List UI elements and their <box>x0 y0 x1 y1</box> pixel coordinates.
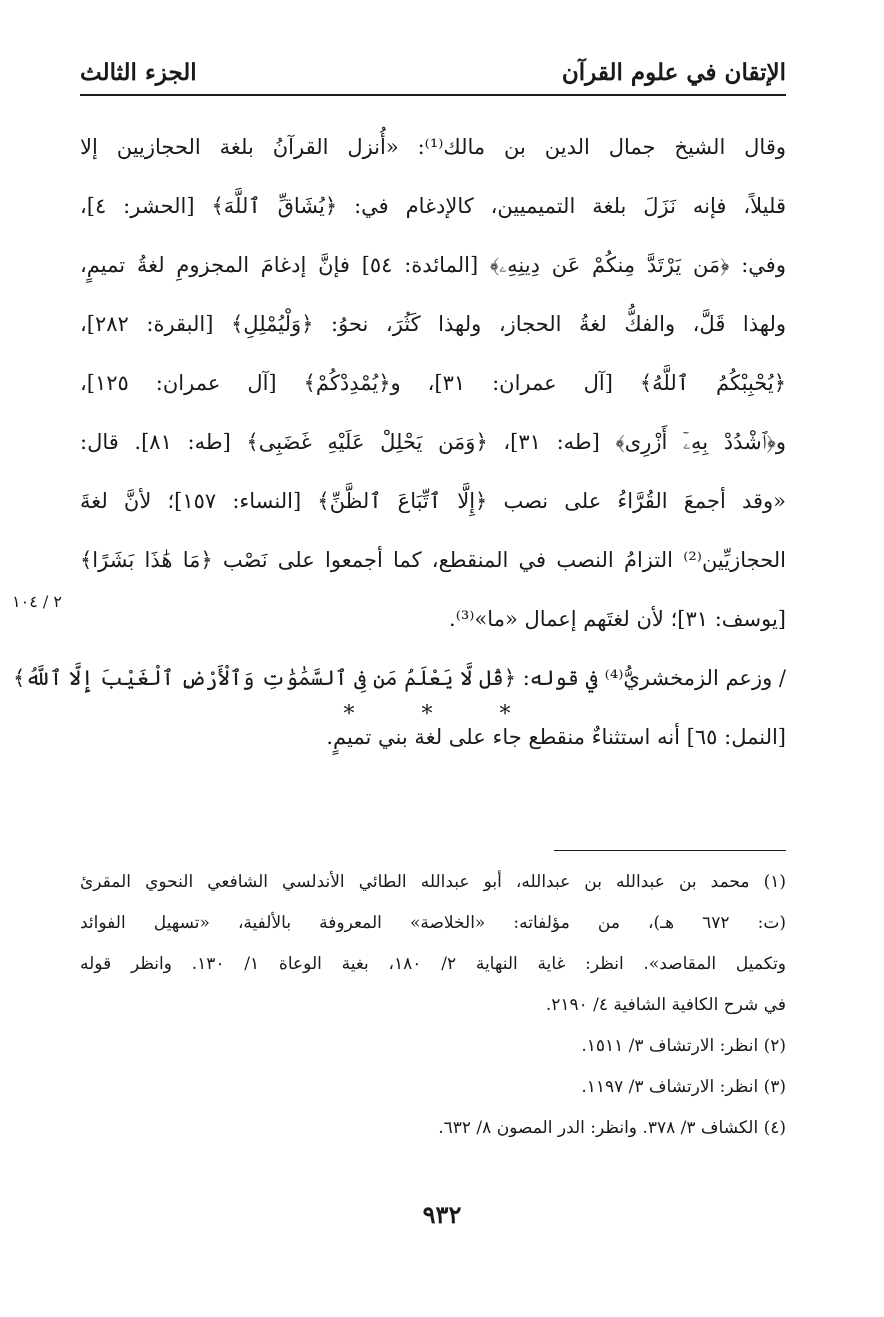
text-line: [يوسف: ٣١]؛ لأن لغتَهم إعمال «ما»⁽³⁾. <box>449 607 786 631</box>
footnote-line: (٤) الكشاف ٣/ ٣٧٨. وانظر: الدر المصون ٨/ ٦٣٢. <box>438 1118 786 1138</box>
section-separator: * * * <box>343 702 541 727</box>
footnote-line: (٣) انظر: الارتشاف ٣/ ١١٩٧. <box>581 1077 786 1097</box>
text-line: ﴿يُحْبِبْكُمُ ٱللَّهُ﴾ [آل عمران: ٣١]، و﴿يُمْدِدْكُمْ﴾ [آل عمران: ١٢٥]، <box>80 371 786 395</box>
text-line: ولهذا قَلَّ، والفكُّ لغةُ الحجاز، ولهذا كَثُرَ، نحوُ: ﴿وَلْيُمْلِلِ﴾ [البقرة: ٢٨٢]، <box>80 312 786 336</box>
text-line: [النمل: ٦٥] أنه استثناءٌ منقطع جاء على لغة بني تميمٍ. <box>326 725 786 749</box>
text-line: وقال الشيخ جمال الدين بن مالك⁽¹⁾: «أُنزل القرآنُ بلغة الحجازيين إلا <box>80 135 787 159</box>
page-number: ٩٣٢ <box>422 1200 462 1229</box>
text-line: / وزعم الزمخشريُّ⁽⁴⁾ في قوله: ﴿قُل لَّا يَعْلَمُ مَن فِى ٱلسَّمَٰوَٰتِ وَٱلْأَرْضِ ٱلْغَيْبَ إِلَّا ٱللَّهُ﴾ <box>12 666 786 690</box>
text-line: قليلاً، فإنه نَزَلَ بلغة التميميين، كالإدغام في: ﴿يُشَاقِّ ٱللَّهَ﴾ [الحشر: ٤]، <box>80 194 786 218</box>
footnote-rule <box>554 850 786 851</box>
text-line: «وقد أجمعَ القُرَّاءُ على نصب ﴿إِلَّا ٱتِّبَاعَ ٱلظَّنِّ﴾ [النساء: ١٥٧]؛ لأنَّ لغةَ <box>80 489 787 513</box>
footnote-line: (١) محمد بن عبدالله بن عبدالله، أبو عبدالله الطائي الأندلسي الشافعي النحوي المقرئ <box>80 872 786 892</box>
footnote-line: في شرح الكافية الشافية ٤/ ٢١٩٠. <box>545 995 786 1015</box>
header-rule <box>80 94 786 96</box>
footnote-line: (٢) انظر: الارتشاف ٣/ ١٥١١. <box>581 1036 786 1056</box>
footnotes <box>80 862 786 1149</box>
part-label: الجزء الثالث <box>80 58 197 86</box>
running-header <box>80 52 786 92</box>
footnote-line: وتكميل المقاصد». انظر: غاية النهاية ٢/ ١٨٠، بغية الوعاة ١/ ١٣٠. وانظر قوله <box>80 954 787 974</box>
footnote-line: (ت: ٦٧٢ هـ)، من مؤلفاته: «الخلاصة» المعروفة بالألفية، «تسهيل الفوائد <box>80 913 786 933</box>
text-line: و﴿ٱشْدُدْ بِهِۦٓ أَزْرِى﴾ [طه: ٣١]، ﴿وَمَن يَحْلِلْ عَلَيْهِ غَضَبِى﴾ [طه: ٨١]. قال: <box>80 430 786 454</box>
text-line: الحجازيِّين⁽²⁾ التزامُ النصب في المنقطع، كما أجمعوا على نَصْب ﴿مَا هَٰذَا بَشَرًا﴾ <box>80 548 786 572</box>
margin-reference: ٢ / ١٠٤ <box>12 592 62 611</box>
text-line: وفي: ﴿مَن يَرْتَدَّ مِنكُمْ عَن دِينِهِۦ﴾ [المائدة: ٥٤] فإنَّ إدغامَ المجزومِ لغةُ تميمٍ، <box>80 253 786 277</box>
book-title: الإتقان في علوم القرآن <box>561 58 786 86</box>
